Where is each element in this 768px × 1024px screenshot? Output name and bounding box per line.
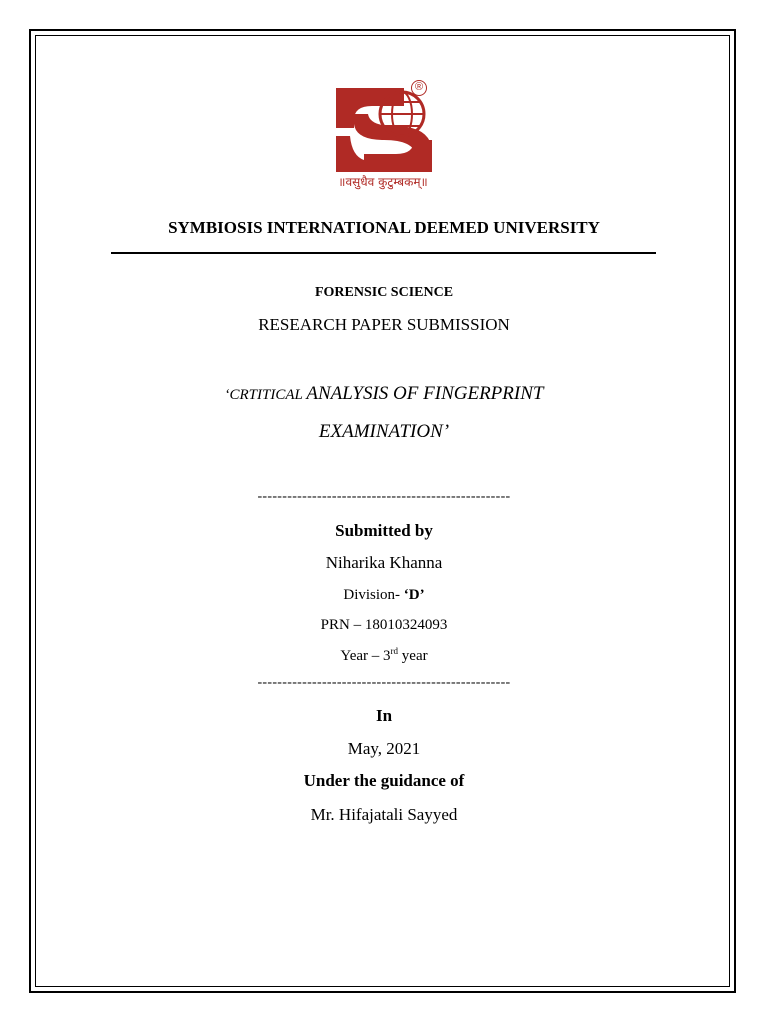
year-suffix: year: [398, 648, 428, 664]
logo-bottom-block: [364, 140, 432, 172]
registered-trademark: ®: [411, 80, 427, 96]
paper-title-line2: EXAMINATION’: [318, 421, 450, 442]
prn: PRN – 18010324093: [320, 617, 448, 633]
division: [0, 587, 768, 604]
year-sup: rd: [390, 646, 399, 656]
year-prefix: Year – 3: [340, 648, 391, 664]
division-value: ‘D’: [403, 587, 425, 603]
department: FORENSIC SCIENCE: [314, 285, 454, 300]
guide-name: Mr. Hifajatali Sayyed: [310, 805, 458, 824]
division-label: Division-: [343, 587, 404, 603]
guidance-label: Under the guidance of: [303, 771, 465, 790]
separator-bottom: ---------------------------------------------------: [257, 675, 511, 690]
header-rule: [111, 252, 656, 254]
separator-top: ---------------------------------------------------: [257, 489, 511, 504]
submission-date: May, 2021: [347, 739, 421, 758]
year: [0, 646, 768, 665]
paper-title-rest: ANALYSIS OF FINGERPRINT: [306, 383, 544, 404]
paper-title-line1: [0, 383, 768, 405]
university-name: SYMBIOSIS INTERNATIONAL DEEMED UNIVERSITY: [168, 218, 600, 237]
logo-motto: ॥वसुधैव कुटुम्बकम्॥: [338, 175, 428, 189]
paper-title-prefix: ‘CRTITICAL: [224, 387, 307, 403]
in-label: In: [375, 706, 393, 725]
student-name: Niharika Khanna: [325, 553, 443, 572]
submitted-by-label: Submitted by: [335, 521, 433, 540]
submission-type: RESEARCH PAPER SUBMISSION: [258, 315, 510, 334]
